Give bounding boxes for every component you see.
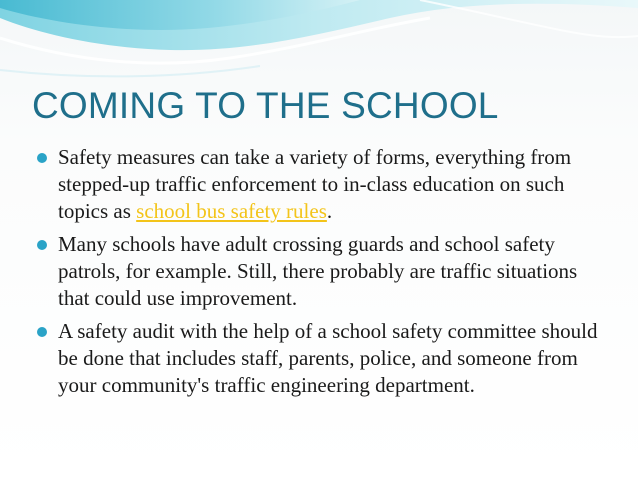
bullet-dot-icon [37, 327, 47, 337]
bullet-text: A safety audit with the help of a school safety committee should be done that includes staff, parents, police, and someone from your community's traffic engineering department. [58, 319, 598, 397]
bullet-dot-icon [37, 240, 47, 250]
bullet-item [37, 231, 612, 312]
bullet-text-end: . [326, 199, 333, 223]
bullet-item [37, 318, 612, 399]
decorative-wave-header [0, 0, 638, 80]
bullet-text: Safety measures can take a variety of forms, everything from stepped-up traffic enforcement to in-class education on such topics as [58, 145, 572, 223]
bullet-dot-icon [37, 153, 47, 163]
bullet-list [37, 144, 612, 405]
school-bus-safety-rules-link[interactable]: school bus safety rules [136, 199, 327, 223]
slide-title: COMING TO THE SCHOOL [32, 85, 499, 126]
bullet-item [37, 144, 612, 225]
bullet-text: Many schools have adult crossing guards and school safety patrols, for example. Still, there probably are traffic situations that could use improvement. [58, 232, 578, 310]
